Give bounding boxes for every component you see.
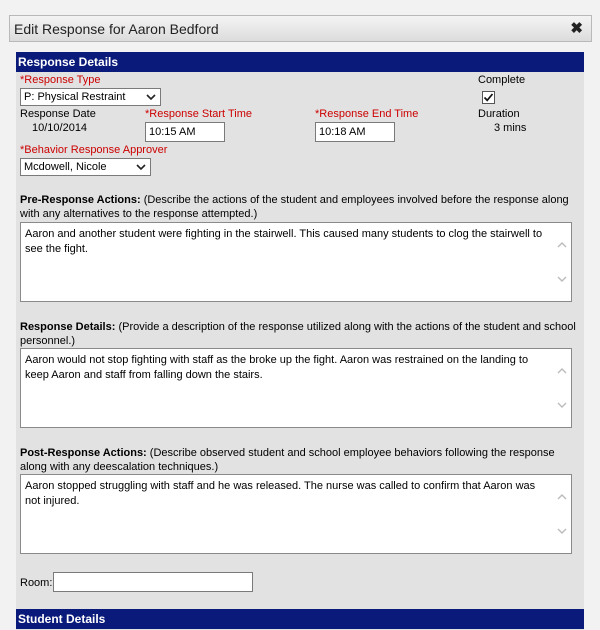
post-actions-text: Aaron stopped struggling with staff and he was released. The nurse was called to confirm that Aaron was not injured. [25,480,536,507]
post-actions-textarea[interactable] [20,474,572,554]
pre-actions-textarea[interactable] [20,222,572,302]
response-date-value: 10/10/2014 [32,122,88,134]
details-prompt [20,320,582,348]
pre-actions-title: Pre-Response Actions: [20,194,141,206]
pre-actions-prompt [20,193,582,221]
start-time-input[interactable]: 10:15 AM [145,122,225,142]
approver-label: *Behavior Response Approver [20,144,168,156]
details-text: Aaron would not stop fighting with staff as the broke up the fight. Aaron was restrained on the landing to keep Aaron and staff from falling down the stairs. [25,354,529,381]
pre-actions-description: (Describe the actions of the student and employees involved before the response along with any alternatives to the response attempted.) [20,194,569,220]
check-icon [483,92,494,103]
student-details-header: Student Details [16,609,584,629]
room-label: Room: [20,577,53,589]
scroll-down-icon [558,403,566,407]
response-details-header: Response Details [16,52,584,72]
post-actions-prompt [20,446,582,474]
duration-label: Duration [478,108,520,120]
response-date-label: Response Date [20,108,96,120]
dialog-title: Edit Response for Aaron Bedford [14,21,219,37]
room-input[interactable] [53,572,253,592]
approver-value: Mcdowell, Nicole [24,161,107,173]
start-time-label: *Response Start Time [145,108,252,120]
scrollbar[interactable] [555,225,569,299]
scroll-up-icon [558,495,566,499]
dialog-titlebar [9,15,592,42]
duration-value: 3 mins [494,122,527,134]
details-title: Response Details: [20,321,116,333]
scroll-down-icon [558,529,566,533]
response-type-label: *Response Type [20,74,101,86]
post-actions-title: Post-Response Actions: [20,447,147,459]
scrollbar[interactable] [555,351,569,425]
pre-actions-text: Aaron and another student were fighting in the stairwell. This caused many students to clog the stairwell to see the fight. [25,228,543,255]
response-type-value: P: Physical Restraint [24,91,126,103]
response-panel [16,52,584,630]
scroll-up-icon [558,243,566,247]
end-time-label: *Response End Time [315,108,419,120]
scrollbar[interactable] [555,477,569,551]
chevron-down-icon [145,90,157,104]
post-actions-description: (Describe observed student and school employee behaviors following the response along with any deescalation techniques.) [20,447,555,473]
scroll-up-icon [558,369,566,373]
details-description: (Provide a description of the response utilized along with the actions of the student and school personnel.) [20,321,576,347]
response-type-select[interactable] [20,88,161,106]
complete-label: Complete [478,74,526,86]
approver-select[interactable] [20,158,151,176]
scroll-down-icon [558,277,566,281]
close-icon[interactable]: ✖ [570,20,583,37]
details-textarea[interactable] [20,348,572,428]
complete-checkbox[interactable] [482,91,495,104]
end-time-input[interactable]: 10:18 AM [315,122,395,142]
chevron-down-icon [135,160,147,174]
